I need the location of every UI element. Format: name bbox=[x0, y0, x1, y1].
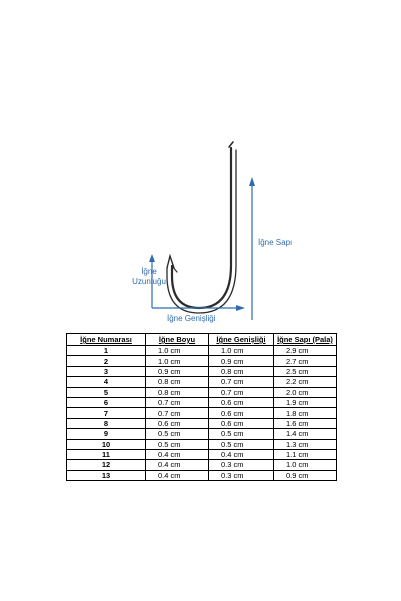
header-hook-number: İğne Numarası bbox=[67, 334, 146, 346]
table-header-row bbox=[67, 334, 337, 346]
table-row bbox=[67, 346, 337, 356]
cell-hook-number: 2 bbox=[67, 356, 146, 366]
table-row bbox=[67, 397, 337, 407]
cell-hook-length: 0.4 cm bbox=[146, 460, 209, 470]
cell-hook-number: 5 bbox=[67, 387, 146, 397]
cell-hook-length: 0.7 cm bbox=[146, 397, 209, 407]
header-hook-length: İğne Boyu bbox=[146, 334, 209, 346]
table-row bbox=[67, 377, 337, 387]
table-row bbox=[67, 470, 337, 480]
cell-hook-number: 8 bbox=[67, 418, 146, 428]
cell-hook-length: 0.8 cm bbox=[146, 387, 209, 397]
cell-hook-width: 1.0 cm bbox=[209, 346, 274, 356]
label-hook-length bbox=[127, 267, 171, 287]
table-row bbox=[67, 418, 337, 428]
cell-hook-length: 0.7 cm bbox=[146, 408, 209, 418]
label-hook-length-line1: İğne bbox=[141, 267, 157, 276]
cell-hook-shank: 1.4 cm bbox=[274, 429, 337, 439]
cell-hook-width: 0.7 cm bbox=[209, 377, 274, 387]
hook-size-table-container bbox=[66, 333, 336, 481]
cell-hook-number: 10 bbox=[67, 439, 146, 449]
cell-hook-width: 0.8 cm bbox=[209, 366, 274, 376]
cell-hook-width: 0.9 cm bbox=[209, 356, 274, 366]
cell-hook-number: 1 bbox=[67, 346, 146, 356]
cell-hook-length: 0.8 cm bbox=[146, 377, 209, 387]
label-hook-width: İğne Genişliği bbox=[167, 314, 216, 323]
cell-hook-number: 7 bbox=[67, 408, 146, 418]
cell-hook-number: 13 bbox=[67, 470, 146, 480]
table-row bbox=[67, 439, 337, 449]
cell-hook-shank: 2.0 cm bbox=[274, 387, 337, 397]
cell-hook-number: 11 bbox=[67, 449, 146, 459]
header-hook-width: İğne Genişliği bbox=[209, 334, 274, 346]
cell-hook-shank: 1.1 cm bbox=[274, 449, 337, 459]
cell-hook-length: 0.6 cm bbox=[146, 418, 209, 428]
cell-hook-number: 9 bbox=[67, 429, 146, 439]
cell-hook-width: 0.6 cm bbox=[209, 397, 274, 407]
cell-hook-length: 1.0 cm bbox=[146, 346, 209, 356]
label-hook-length-line2: Uzunluğu bbox=[132, 277, 166, 286]
cell-hook-length: 0.9 cm bbox=[146, 366, 209, 376]
cell-hook-shank: 2.2 cm bbox=[274, 377, 337, 387]
cell-hook-width: 0.5 cm bbox=[209, 429, 274, 439]
cell-hook-length: 0.4 cm bbox=[146, 449, 209, 459]
cell-hook-shank: 0.9 cm bbox=[274, 470, 337, 480]
cell-hook-width: 0.5 cm bbox=[209, 439, 274, 449]
table-row bbox=[67, 356, 337, 366]
shank-arrow-icon bbox=[249, 177, 255, 320]
cell-hook-width: 0.3 cm bbox=[209, 470, 274, 480]
cell-hook-shank: 2.7 cm bbox=[274, 356, 337, 366]
cell-hook-shank: 1.8 cm bbox=[274, 408, 337, 418]
cell-hook-shank: 1.0 cm bbox=[274, 460, 337, 470]
cell-hook-shank: 2.9 cm bbox=[274, 346, 337, 356]
cell-hook-number: 3 bbox=[67, 366, 146, 376]
cell-hook-number: 6 bbox=[67, 397, 146, 407]
header-hook-shank: İğne Sapı (Pala) bbox=[274, 334, 337, 346]
cell-hook-width: 0.3 cm bbox=[209, 460, 274, 470]
cell-hook-width: 0.6 cm bbox=[209, 408, 274, 418]
cell-hook-length: 0.4 cm bbox=[146, 470, 209, 480]
cell-hook-length: 1.0 cm bbox=[146, 356, 209, 366]
cell-hook-length: 0.5 cm bbox=[146, 439, 209, 449]
fishing-hook-icon bbox=[167, 142, 236, 313]
table-row bbox=[67, 449, 337, 459]
cell-hook-number: 12 bbox=[67, 460, 146, 470]
width-arrow-icon bbox=[152, 305, 245, 311]
cell-hook-shank: 1.9 cm bbox=[274, 397, 337, 407]
cell-hook-length: 0.5 cm bbox=[146, 429, 209, 439]
table-row bbox=[67, 460, 337, 470]
cell-hook-shank: 1.3 cm bbox=[274, 439, 337, 449]
table-row bbox=[67, 408, 337, 418]
cell-hook-width: 0.7 cm bbox=[209, 387, 274, 397]
hook-size-table bbox=[66, 333, 337, 481]
table-row bbox=[67, 429, 337, 439]
cell-hook-shank: 1.6 cm bbox=[274, 418, 337, 428]
table-body bbox=[67, 346, 337, 481]
table-row bbox=[67, 366, 337, 376]
cell-hook-number: 4 bbox=[67, 377, 146, 387]
label-hook-shank: İğne Sapı bbox=[258, 238, 293, 247]
cell-hook-width: 0.4 cm bbox=[209, 449, 274, 459]
cell-hook-shank: 2.5 cm bbox=[274, 366, 337, 376]
cell-hook-width: 0.6 cm bbox=[209, 418, 274, 428]
table-row bbox=[67, 387, 337, 397]
